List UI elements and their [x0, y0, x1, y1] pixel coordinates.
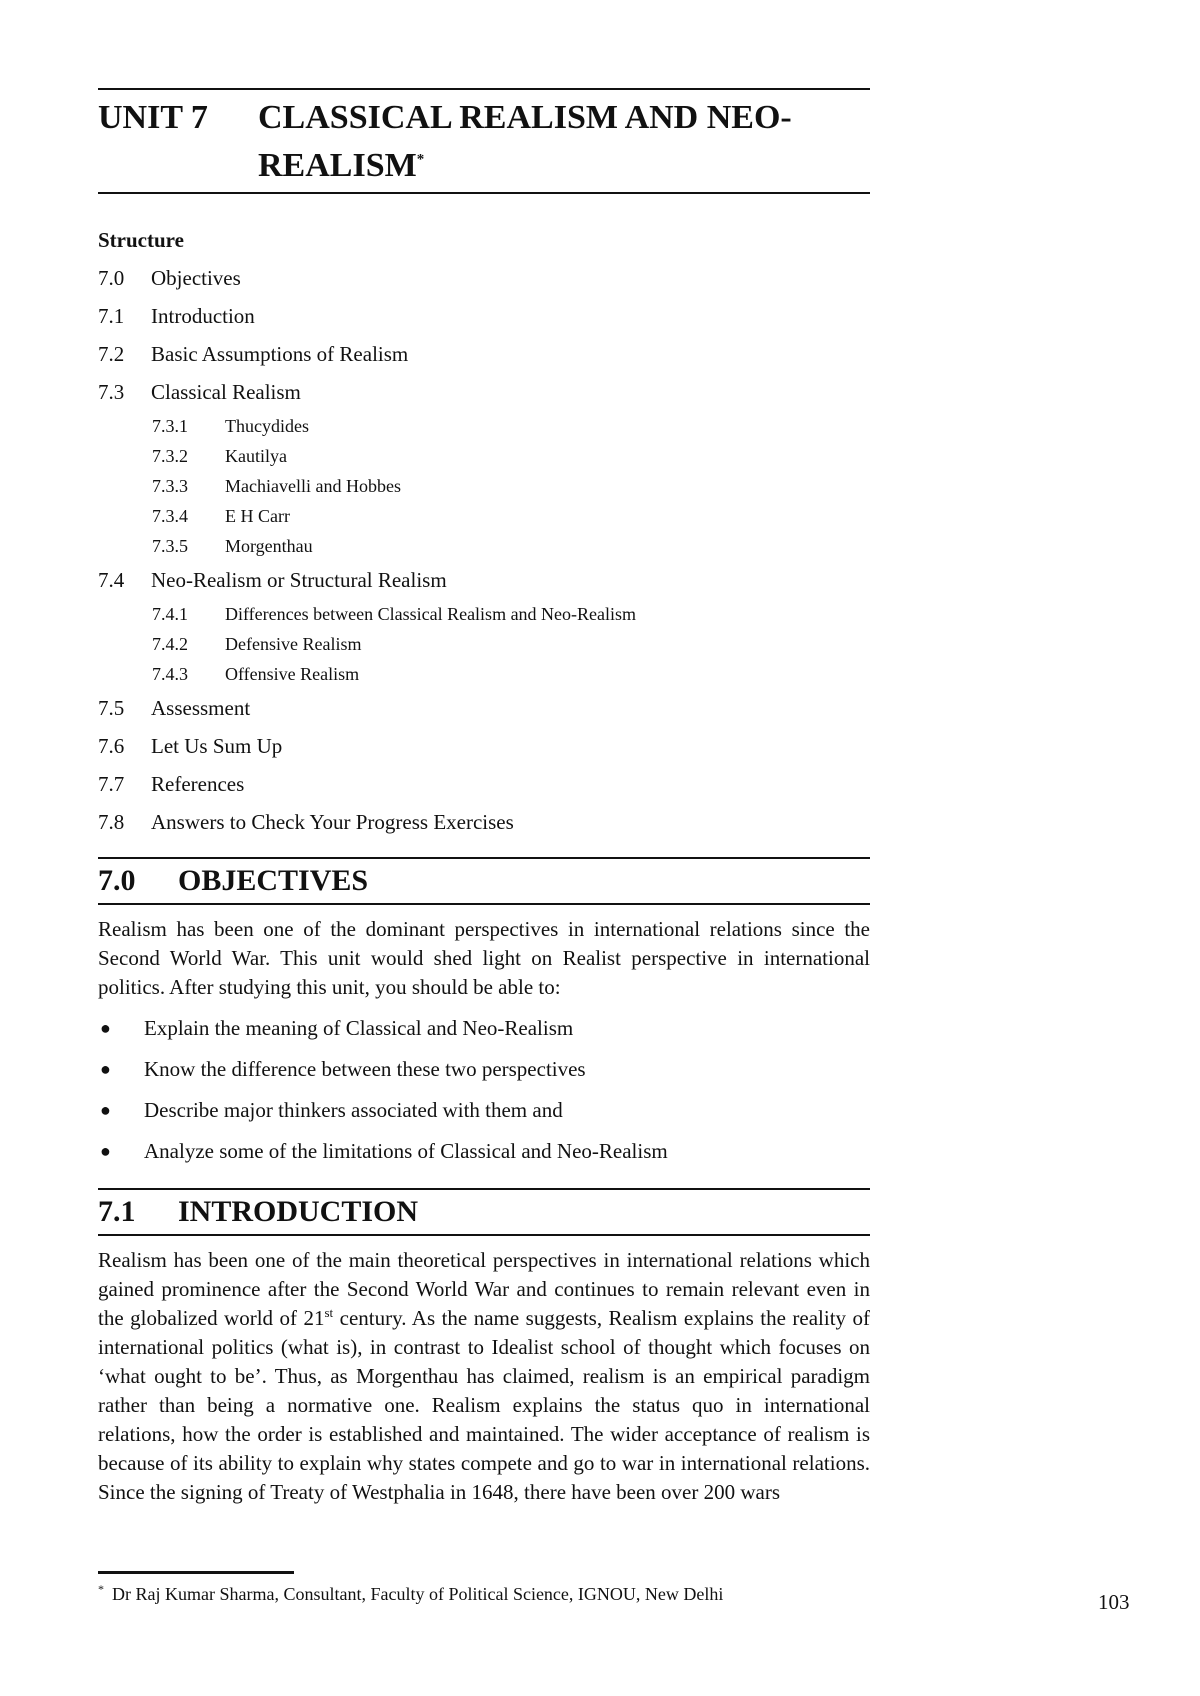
title-footnote-mark: * [416, 151, 425, 168]
introduction-heading [98, 1188, 870, 1236]
toc-subitem-number: 7.4.2 [152, 634, 188, 654]
objectives-paragraph: Realism has been one of the dominant perspectives in international relations since the Second World War. This unit would shed light on Realist perspective in international politics. After studying this unit, you should be able to: [98, 917, 870, 999]
list-item-text: Describe major thinkers associated with them and [144, 1098, 563, 1122]
toc-subitem-number: 7.3.4 [152, 506, 188, 526]
list-item-text: Analyze some of the limitations of Classical and Neo-Realism [144, 1139, 668, 1163]
bullet-icon: ● [100, 1059, 111, 1079]
page-number: 103 [1098, 1590, 1130, 1614]
toc-subitem-label: Thucydides [225, 416, 309, 436]
toc-item-number: 7.5 [98, 696, 125, 720]
toc-item-number: 7.1 [98, 304, 125, 328]
toc-item [98, 297, 870, 335]
objectives-list [98, 1008, 870, 1172]
footnote-rule [98, 1571, 294, 1574]
list-item [98, 1131, 870, 1172]
toc-item-label: Basic Assumptions of Realism [151, 342, 409, 366]
toc-subitem-label: Differences between Classical Realism and Neo-Realism [225, 604, 637, 624]
footnote-mark: * [98, 1582, 104, 1596]
toc-item [98, 727, 870, 765]
toc-subitem-number: 7.3.1 [152, 416, 188, 436]
toc-subitem [98, 629, 870, 659]
list-item-text: Know the difference between these two perspectives [144, 1057, 586, 1081]
toc-item [98, 335, 870, 373]
toc-item-label: Let Us Sum Up [151, 734, 283, 758]
document-page [98, 88, 870, 1513]
unit-title [98, 90, 870, 192]
toc-subitem-label: E H Carr [225, 506, 290, 526]
toc-item-number: 7.0 [98, 266, 125, 290]
bullet-icon: ● [100, 1018, 111, 1038]
toc-item [98, 561, 870, 599]
toc-item-label: Neo-Realism or Structural Realism [151, 568, 447, 592]
bullet-icon: ● [100, 1141, 111, 1161]
toc-subitem [98, 471, 870, 501]
footnote [98, 1582, 723, 1606]
bullet-icon: ● [100, 1100, 111, 1120]
toc-item-label: Classical Realism [151, 380, 301, 404]
list-item [98, 1049, 870, 1090]
table-of-contents [98, 259, 870, 841]
toc-subitem-number: 7.3.3 [152, 476, 188, 496]
toc-subitem [98, 411, 870, 441]
toc-item-label: Answers to Check Your Progress Exercises [151, 810, 514, 834]
introduction-paragraph: Realism has been one of the main theoretical perspectives in international relations which gained prominence after the Second World War and continues to remain relevant even in the globalized world of 21st century. As the name suggests, Realism explains the reality of international politics (what is), in contrast to Idealist school of thought which focuses on ‘what ought to be’. Thus, as Morgenthau has claimed, realism is an empirical paradigm rather than being a normative one. Realism explains the status quo in international relations, how the order is established and maintained. The wider acceptance of realism is because of its ability to explain why states compete and go to war in international relations. Since the signing of Treaty of Westphalia in 1648, there have been over 200 wars [98, 1248, 871, 1504]
toc-item-label: Assessment [151, 696, 251, 720]
toc-item [98, 765, 870, 803]
toc-subitem [98, 599, 870, 629]
toc-item-number: 7.4 [98, 568, 125, 592]
toc-subitem-label: Machiavelli and Hobbes [225, 476, 401, 496]
toc-item-label: Introduction [151, 304, 255, 328]
title-bottom-rule [98, 192, 870, 194]
toc-item [98, 259, 870, 297]
toc-item-number: 7.3 [98, 380, 125, 404]
toc-subitem-label: Morgenthau [225, 536, 313, 556]
toc-item [98, 803, 870, 841]
objectives-number: 7.0 [98, 864, 136, 897]
toc-subitem-number: 7.3.5 [152, 536, 188, 556]
toc-subitem [98, 531, 870, 561]
toc-item-number: 7.7 [98, 772, 125, 796]
ordinal-suffix: st [324, 1305, 334, 1320]
toc-subitem-label: Offensive Realism [225, 664, 360, 684]
toc-item-number: 7.8 [98, 810, 125, 834]
toc-subitem-number: 7.4.3 [152, 664, 188, 684]
toc-item [98, 373, 870, 411]
unit-title-line2: REALISM [258, 147, 417, 184]
toc-item-label: References [151, 772, 245, 796]
structure-heading: Structure [98, 228, 184, 252]
list-item-text: Explain the meaning of Classical and Neo-Realism [144, 1016, 574, 1040]
list-item [98, 1008, 870, 1049]
toc-subitem [98, 501, 870, 531]
unit-number: UNIT 7 [98, 99, 208, 136]
unit-title-line1: CLASSICAL REALISM AND NEO- [258, 99, 792, 136]
toc-item-number: 7.6 [98, 734, 125, 758]
toc-subitem-label: Defensive Realism [225, 634, 362, 654]
toc-subitem [98, 659, 870, 689]
toc-subitem-number: 7.3.2 [152, 446, 188, 466]
toc-item-number: 7.2 [98, 342, 125, 366]
toc-subitem [98, 441, 870, 471]
list-item [98, 1090, 870, 1131]
toc-item [98, 689, 870, 727]
toc-item-label: Objectives [151, 266, 241, 290]
footnote-text: Dr Raj Kumar Sharma, Consultant, Faculty of Political Science, IGNOU, New Delhi [112, 1584, 724, 1604]
toc-subitem-label: Kautilya [225, 446, 287, 466]
objectives-title: OBJECTIVES [178, 864, 369, 897]
toc-subitem-number: 7.4.1 [152, 604, 188, 624]
objectives-heading [98, 857, 870, 905]
introduction-number: 7.1 [98, 1195, 136, 1228]
introduction-title: INTRODUCTION [178, 1195, 419, 1228]
